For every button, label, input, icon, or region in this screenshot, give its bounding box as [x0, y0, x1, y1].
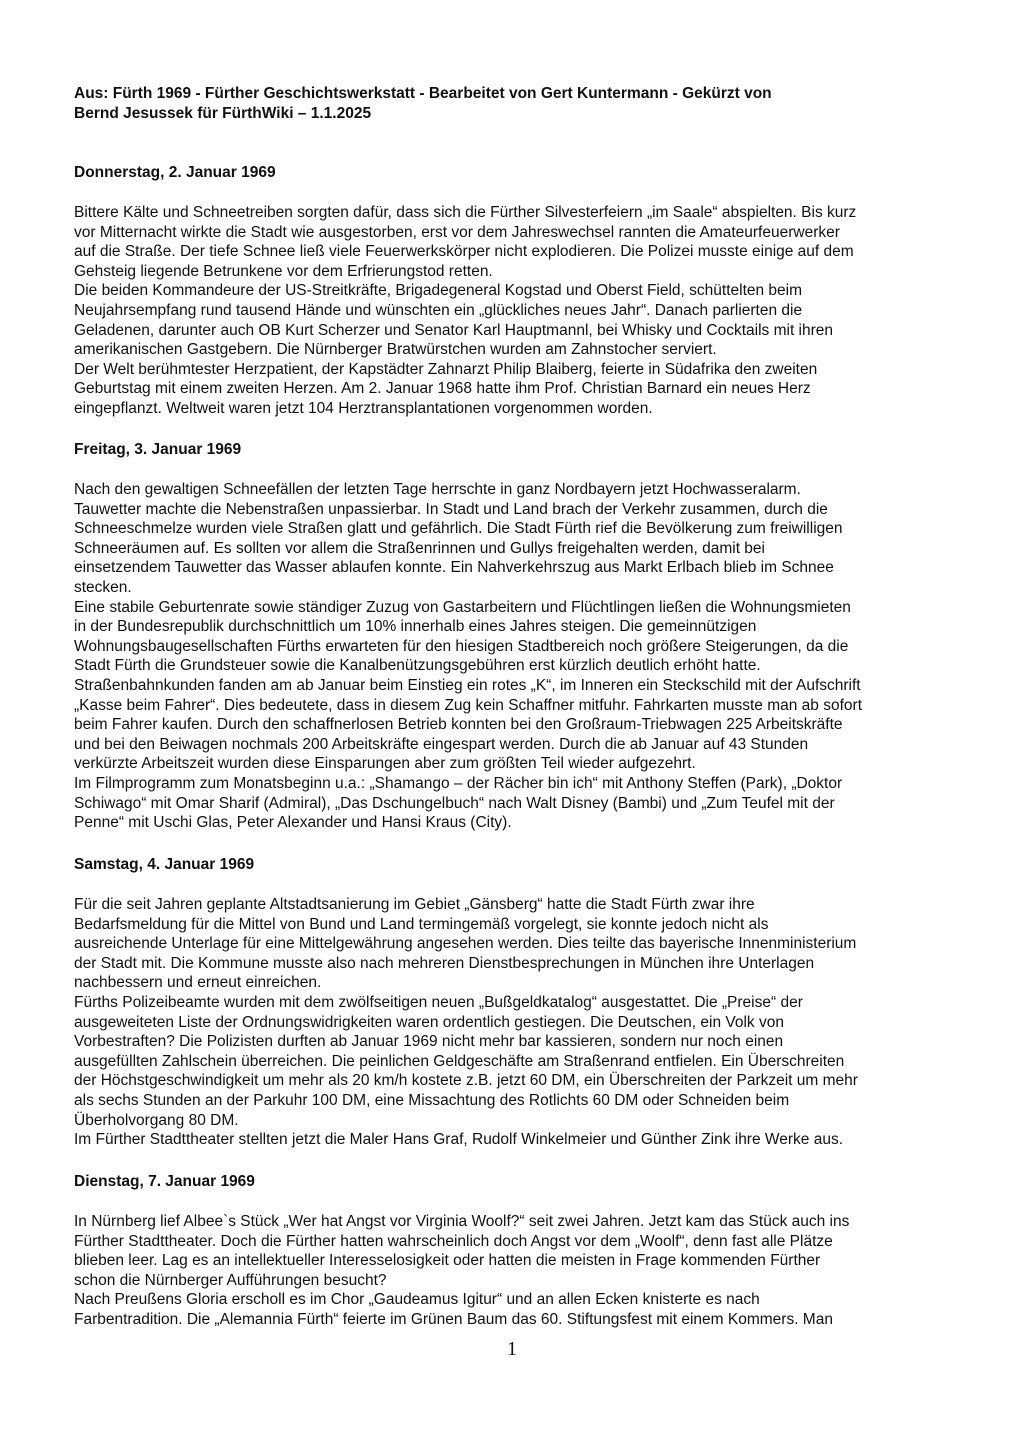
text-line: Stadt Fürth die Grundsteuer sowie die Kanalbenützungsgebühren erst kürzlich deutlich erhöht hatte. [74, 657, 761, 675]
section-title-thursday-2-jan: Donnerstag, 2. Januar 1969 [74, 164, 276, 181]
text-line: als sechs Stunden an der Parkuhr 100 DM, eine Missachtung des Rotlichts 60 DM oder Schneiden beim [74, 1091, 790, 1109]
text-line: Fürther Stadttheater. Doch die Fürther hatten wahrscheinlich doch Angst vor dem „Woolf“, denn fast alle Plätze [74, 1232, 833, 1250]
text-line: Eine stabile Geburtenrate sowie ständiger Zuzug von Gastarbeitern und Flüchtlingen ließen die Wohnungsmieten [74, 598, 851, 616]
section-body-saturday-4-jan [74, 895, 954, 1150]
text-line: Vorbestraften? Die Polizisten durften ab Januar 1969 nicht mehr bar kassieren, sondern nur noch einen [74, 1033, 784, 1051]
section-title-friday-3-jan: Freitag, 3. Januar 1969 [74, 441, 242, 458]
text-line: Gehsteig liegende Betrunkene vor dem Erfrierungstod retten. [74, 262, 493, 280]
document-header [74, 84, 954, 124]
text-line: Geburtstag mit einem zweiten Herzen. Am 2. Januar 1968 hatte ihm Prof. Christian Barnard ein neues Herz [74, 380, 811, 398]
text-line: Im Filmprogramm zum Monatsbeginn u.a.: „Shamango – der Rächer bin ich“ mit Anthony Steffen (Park), „Doktor [74, 774, 843, 792]
text-line: Schneeschmelze wurden viele Straßen glatt und gefährlich. Die Stadt Fürth rief die Bevölkerung zum freiwilligen [74, 520, 843, 538]
text-line: stecken. [74, 578, 132, 596]
page-number: 1 [507, 1338, 517, 1360]
text-line: ausgeweiteten Liste der Ordnungswidrigkeiten waren ordentlich gestiegen. Die Deutschen, ein Volk von [74, 1013, 784, 1031]
text-line: Tauwetter machte die Nebenstraßen unpassierbar. In Stadt und Land brach der Verkehr zusammen, durch die [74, 500, 828, 518]
section-title-saturday-4-jan: Samstag, 4. Januar 1969 [74, 856, 255, 873]
text-line: Überholvorgang 80 DM. [74, 1111, 239, 1129]
text-line: Neujahrsempfang rund tausend Hände und wünschten ein „glückliches neues Jahr“. Danach parlierten die [74, 301, 803, 319]
section-body-thursday-2-jan [74, 203, 954, 419]
text-line: Wohnungsbaugesellschaften Fürths erwarteten für den hiesigen Stadtbereich noch größere Steigerungen, da die [74, 637, 849, 655]
text-line: „Kasse beim Fahrer“. Dies bedeutete, dass in diesem Zug kein Schaffner mitfuhr. Fahrkarten musste man ab sofort [74, 696, 862, 714]
text-line: Schiwago“ mit Omar Sharif (Admiral), „Das Dschungelbuch“ nach Walt Disney (Bambi) und „Zum Teufel mit der [74, 794, 835, 812]
text-line: amerikanischen Gastgebern. Die Nürnberger Bratwürstchen wurden am Zahnstocher serviert. [74, 341, 717, 359]
text-line: der Stadt mit. Die Kommune musste also nach mehreren Dienstbesprechungen in München ihre Unterlagen [74, 954, 815, 972]
text-line: und bei den Beiwagen nochmals 200 Arbeitskräfte eingespart werden. Durch die ab Januar auf 43 Stunden [74, 735, 809, 753]
text-line: Penne“ mit Uschi Glas, Peter Alexander und Hansi Kraus (City). [74, 814, 512, 832]
text-line: Straßenbahnkunden fanden am ab Januar beim Einstieg ein rotes „K“, im Inneren ein Steckschild mit der Aufschrift [74, 676, 861, 694]
section-body-tuesday-7-jan [74, 1212, 954, 1330]
header-line: Bernd Jesussek für FürthWiki – 1.1.2025 [74, 105, 372, 122]
text-line: In Nürnberg lief Albee`s Stück „Wer hat Angst vor Virginia Woolf?“ seit zwei Jahren. Jetzt kam das Stück auch ins [74, 1213, 850, 1230]
text-line: beim Fahrer kaufen. Durch den schaffnerlosen Betrieb konnten bei den Großraum-Triebwagen 225 Arbeitskräfte [74, 716, 843, 734]
text-line: einsetzendem Tauwetter das Wasser ablaufen konnte. Ein Nahverkehrszug aus Markt Erlbach blieb im Schnee [74, 559, 834, 577]
text-line: Der Welt berühmtester Herzpatient, der Kapstädter Zahnarzt Philip Blaiberg, feierte in Südafrika den zweiten [74, 360, 818, 378]
text-line: Nach Preußens Gloria erscholl es im Chor „Gaudeamus Igitur“ und an allen Ecken knisterte es nach [74, 1291, 760, 1309]
text-line: nachbessern und erneut einreichen. [74, 974, 322, 992]
text-line: verkürzte Arbeitszeit wurden diese Einsparungen aber zum größten Teil wieder aufgezehrt. [74, 755, 696, 773]
text-line: Schneeräumen auf. Es sollten vor allem die Straßenrinnen und Gullys freigehalten werden, damit bei [74, 539, 765, 557]
text-line: eingepflanzt. Weltweit waren jetzt 104 Herztransplantationen vorgenommen worden. [74, 399, 653, 417]
text-line: ausgefüllten Zahlschein überreichen. Die peinlichen Geldgeschäfte am Straßenrand entfielen. Ein Überschreiten [74, 1052, 845, 1070]
text-line: Geladenen, darunter auch OB Kurt Scherzer und Senator Karl Hauptmannl, bei Whisky und Cocktails mit ihren [74, 321, 834, 339]
header-line: Aus: Fürth 1969 - Fürther Geschichtswerkstatt - Bearbeitet von Gert Kuntermann - Gekürzt von [74, 85, 772, 102]
text-line: in der Bundesrepublik durchschnittlich um 10% innerhalb eines Jahres steigen. Die gemeinnützigen [74, 618, 757, 636]
section-title-tuesday-7-jan: Dienstag, 7. Januar 1969 [74, 1173, 255, 1190]
text-line: auf die Straße. Der tiefe Schnee ließ viele Feuerwerkskörper nicht explodieren. Die Polizei musste einige auf dem [74, 243, 854, 261]
section-body-friday-3-jan [74, 480, 954, 833]
text-line: Im Fürther Stadttheater stellten jetzt die Maler Hans Graf, Rudolf Winkelmeier und Günther Zink ihre Werke aus. [74, 1131, 844, 1149]
text-line: schon die Nürnberger Aufführungen besucht? [74, 1271, 387, 1289]
text-line: Bittere Kälte und Schneetreiben sorgten dafür, dass sich die Fürther Silvesterfeiern „im Saale“ abspielten. Bis kurz [74, 204, 857, 221]
text-line: Farbentradition. Die „Alemannia Fürth“ feierte im Grünen Baum das 60. Stiftungsfest mit einem Kommers. Man [74, 1310, 833, 1328]
text-line: Die beiden Kommandeure der US-Streitkräfte, Brigadegeneral Kogstad und Oberst Field, schüttelten beim [74, 282, 803, 300]
text-line: blieben leer. Lag es an intellektueller Interesselosigkeit oder hatten die meisten in Frage kommenden Fürther [74, 1252, 821, 1270]
text-line: vor Mitternacht wirkte die Stadt wie ausgestorben, erst vor dem Jahreswechsel rannten die Amateurfeuerwerker [74, 223, 840, 241]
text-line: Nach den gewaltigen Schneefällen der letzten Tage herrschte in ganz Nordbayern jetzt Hochwasseralarm. [74, 481, 801, 498]
text-line: Fürths Polizeibeamte wurden mit dem zwölfseitigen neuen „Bußgeldkatalog“ ausgestattet. Die „Preise“ der [74, 993, 803, 1011]
text-line: Bedarfsmeldung für die Mittel von Bund und Land termingemäß vorgelegt, sie konnte jedoch nicht als [74, 915, 769, 933]
text-line: Für die seit Jahren geplante Altstadtsanierung im Gebiet „Gänsberg“ hatte die Stadt Fürth zwar ihre [74, 896, 755, 913]
text-line: ausreichende Unterlage für eine Mittelgewährung angesehen werden. Dies teilte das bayerische Innenministerium [74, 935, 857, 953]
text-line: der Höchstgeschwindigkeit um mehr als 20 km/h kostete z.B. jetzt 60 DM, ein Überschreiten der Parkzeit um mehr [74, 1072, 858, 1090]
